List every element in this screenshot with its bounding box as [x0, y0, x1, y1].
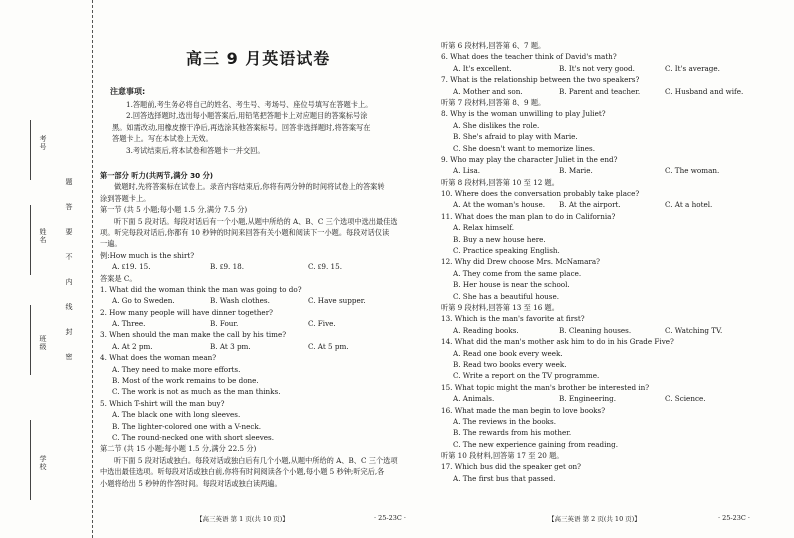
option: A. It's excellent.	[453, 63, 512, 73]
xuexiao-line	[30, 420, 31, 500]
option: C. The woman.	[665, 166, 720, 176]
right-questions	[441, 40, 786, 484]
part1-intro-line: 涂到答题卡上。	[100, 193, 151, 203]
notice-block	[92, 99, 452, 156]
option: C. Husband and wife.	[665, 86, 744, 96]
option: C. At a hotel.	[665, 200, 713, 210]
kaohao-line	[30, 120, 31, 180]
seal-char: 密	[65, 353, 73, 360]
footer-right-code: · 25-23C ·	[718, 514, 750, 522]
page-title: 高三 9 月英语试卷	[186, 49, 331, 68]
option: C. At 5 pm.	[308, 341, 349, 351]
option: A. The first bus that passed.	[453, 473, 556, 483]
banji-line	[30, 305, 31, 375]
question-stem: 8. Why is the woman unwilling to play Juliet?	[441, 109, 606, 119]
example-question: 例:How much is the shirt?	[100, 250, 195, 260]
passage-instruction: 听第 10 段材料,回答第 17 至 20 题。	[441, 451, 564, 461]
binding-margin	[0, 0, 93, 538]
notice-line: 1.答题前,考生务必将自己的姓名、考生号、考场号、座位号填写在答题卡上。	[126, 100, 373, 109]
option: C. Science.	[665, 394, 706, 404]
option: B. Read two books every week.	[453, 359, 567, 369]
question-stem: 17. Which bus did the speaker get on?	[441, 462, 582, 472]
section1-heading: 第一节 (共 5 小题;每小题 1.5 分,满分 7.5 分)	[100, 205, 248, 215]
option: C. Have supper.	[308, 296, 366, 306]
section1-intro-line: 听下面 5 段对话。每段对话后有一个小题,从题中所给的 A、B、C 三个选项中选出最佳选	[114, 216, 398, 226]
seal-char: 题	[65, 178, 73, 185]
example-option: A. ₤19. 15.	[112, 262, 151, 272]
notice-heading: 注意事项:	[110, 87, 146, 96]
notice-line: 黑。如需改动,用橡皮擦干净后,再选涂其他答案标号。回答非选择题时,将答案写在	[112, 122, 371, 132]
part1-intro-line: 做题时,先将答案标在试卷上。录音内容结束后,你将有两分钟的时间将试卷上的答案转	[114, 182, 385, 192]
option: A. At 2 pm.	[112, 341, 153, 351]
question-stem: 10. Where does the conversation probably take place?	[441, 189, 640, 199]
option: C. Practice speaking English.	[453, 246, 560, 256]
option: C. Watching TV.	[665, 325, 723, 335]
example-option: B. ₤9. 18.	[210, 262, 245, 272]
part1-block	[92, 170, 440, 489]
notice-line: 3.考试结束后,将本试卷和答题卡一并交回。	[126, 145, 265, 155]
option: C. The round-necked one with short sleeves.	[112, 432, 275, 442]
question-stem: 13. Which is the man's favorite at first?	[441, 314, 585, 324]
question-options	[100, 341, 440, 352]
question-options	[441, 165, 786, 176]
option: B. She's afraid to play with Marie.	[453, 132, 578, 142]
option: C. The new experience gaining from reading.	[453, 439, 618, 449]
option: A. Go to Sweden.	[112, 296, 175, 306]
option: C. Write a report on the TV programme.	[453, 371, 600, 381]
section2-heading: 第二节 (共 15 小题;每小题 1.5 分,满分 22.5 分)	[100, 444, 257, 454]
seal-char: 线	[65, 303, 73, 310]
option: A. Mother and son.	[453, 86, 523, 96]
xingming-line	[30, 205, 31, 275]
option: A. Three.	[112, 319, 146, 329]
seal-char: 不	[65, 253, 73, 260]
option: B. Marie.	[559, 166, 593, 176]
option: A. The black one with long sleeves.	[112, 410, 241, 420]
section1-intro-line: 项。听完每段对话后,你都有 10 秒钟的时间来回答有关小题和阅读下一小题。每段对话仅读	[100, 227, 390, 237]
option: A. Read one book every week.	[453, 348, 563, 358]
footer-left-code: · 25-23C ·	[374, 514, 406, 522]
option: B. Buy a new house here.	[453, 234, 546, 244]
question-stem: 9. Who may play the character Juliet in the end?	[441, 154, 618, 164]
section2-intro-line: 听下面 5 段对话或独白。每段对话或独白后有几个小题,从题中所给的 A、B、C 三个选项	[114, 455, 398, 465]
option: A. The reviews in the books.	[453, 416, 557, 426]
question-options	[100, 295, 440, 306]
seal-char: 要	[65, 228, 73, 235]
question-options	[441, 325, 786, 336]
option: C. She doesn't want to memorize lines.	[453, 143, 596, 153]
question-stem: 2. How many people will have dinner together?	[100, 307, 273, 317]
option: B. The rewards from his mother.	[453, 428, 572, 438]
question-options	[441, 86, 786, 97]
option: B. The lighter-colored one with a V-neck.	[112, 421, 262, 431]
left-questions	[100, 284, 440, 443]
option: A. Reading books.	[453, 325, 519, 335]
section2-intro-line: 中选出最佳选项。听每段对话或独白前,你将有时间阅读各个小题,每小题 5 秒钟;听完后,各	[100, 467, 385, 477]
section2-intro-line: 小题将给出 5 秒钟的作答时间。每段对话或独白读两遍。	[100, 478, 282, 488]
option: B. At 3 pm.	[210, 341, 251, 351]
example-answer: 答案是 C。	[100, 273, 137, 283]
question-stem: 1. What did the woman think the man was going to do?	[100, 284, 302, 294]
option: C. It's average.	[665, 63, 720, 73]
question-options	[100, 318, 440, 329]
option: C. She has a beautiful house.	[453, 291, 560, 301]
example-options	[100, 261, 440, 272]
option: A. At the woman's house.	[453, 200, 546, 210]
option: B. Engineering.	[559, 394, 617, 404]
option: A. They come from the same place.	[453, 268, 582, 278]
passage-instruction: 听第 6 段材料,回答第 6、7 题。	[441, 41, 546, 50]
question-stem: 6. What does the teacher think of David's math?	[441, 52, 617, 62]
seal-char: 内	[65, 278, 73, 285]
question-stem: 16. What made the man begin to love books?	[441, 405, 606, 415]
footer-left-label: 【高三英语 第 1 页(共 10 页)】	[196, 515, 289, 523]
option: B. At the airport.	[559, 200, 621, 210]
xuexiao-label: 学校	[39, 455, 47, 471]
option: B. Four.	[210, 319, 239, 329]
seal-char: 封	[65, 328, 73, 335]
question-stem: 4. What does the woman mean?	[100, 353, 217, 363]
question-options	[441, 199, 786, 210]
part1-heading: 第一部分 听力(共两节,满分 30 分)	[100, 171, 214, 180]
option: B. Cleaning houses.	[559, 325, 632, 335]
option: A. They need to make more efforts.	[112, 364, 241, 374]
question-stem: 11. What does the man plan to do in California?	[441, 211, 616, 221]
question-stem: 14. What did the man's mother ask him to do in his Grade Five?	[441, 337, 674, 347]
notice-line: 答题卡上。写在本试卷上无效。	[112, 134, 213, 144]
section1-intro-line: 一遍。	[100, 239, 122, 249]
option: B. Most of the work remains to be done.	[112, 376, 259, 386]
option: C. The work is not as much as the man thinks.	[112, 387, 281, 397]
example-option: C. ₤9. 15.	[308, 262, 342, 272]
option: A. Animals.	[453, 394, 495, 404]
option: B. Her house is near the school.	[453, 280, 570, 290]
question-stem: 15. What topic might the man's brother be interested in?	[441, 382, 650, 392]
xingming-label: 姓名	[39, 228, 47, 244]
question-options	[441, 393, 786, 404]
option: A. She dislikes the role.	[453, 120, 540, 130]
option: B. Parent and teacher.	[559, 86, 641, 96]
banji-label: 班级	[39, 335, 47, 351]
question-stem: 12. Why did Drew choose Mrs. McNamara?	[441, 257, 600, 267]
footer-right-label: 【高三英语 第 2 页(共 10 页)】	[548, 515, 641, 523]
question-stem: 5. Which T-shirt will the man buy?	[100, 398, 225, 408]
option: B. It's not very good.	[559, 63, 635, 73]
option: B. Wash clothes.	[210, 296, 270, 306]
notice-line: 2.回答选择题时,选出每小题答案后,用铅笔把答题卡上对应题目的答案标号涂	[126, 111, 368, 121]
question-stem: 3. When should the man make the call by his time?	[100, 330, 287, 340]
passage-instruction: 听第 8 段材料,回答第 10 至 12 题。	[441, 177, 559, 187]
option: C. Five.	[308, 319, 336, 329]
kaohao-label: 考号	[39, 135, 47, 151]
question-stem: 7. What is the relationship between the two speakers?	[441, 75, 640, 85]
option: A. Lisa.	[453, 166, 481, 176]
seal-char: 答	[65, 203, 73, 210]
passage-instruction: 听第 7 段材料,回答第 8、9 题。	[441, 97, 546, 107]
option: A. Relax himself.	[453, 223, 515, 233]
question-options	[441, 63, 786, 74]
passage-instruction: 听第 9 段材料,回答第 13 至 16 题。	[441, 302, 559, 312]
